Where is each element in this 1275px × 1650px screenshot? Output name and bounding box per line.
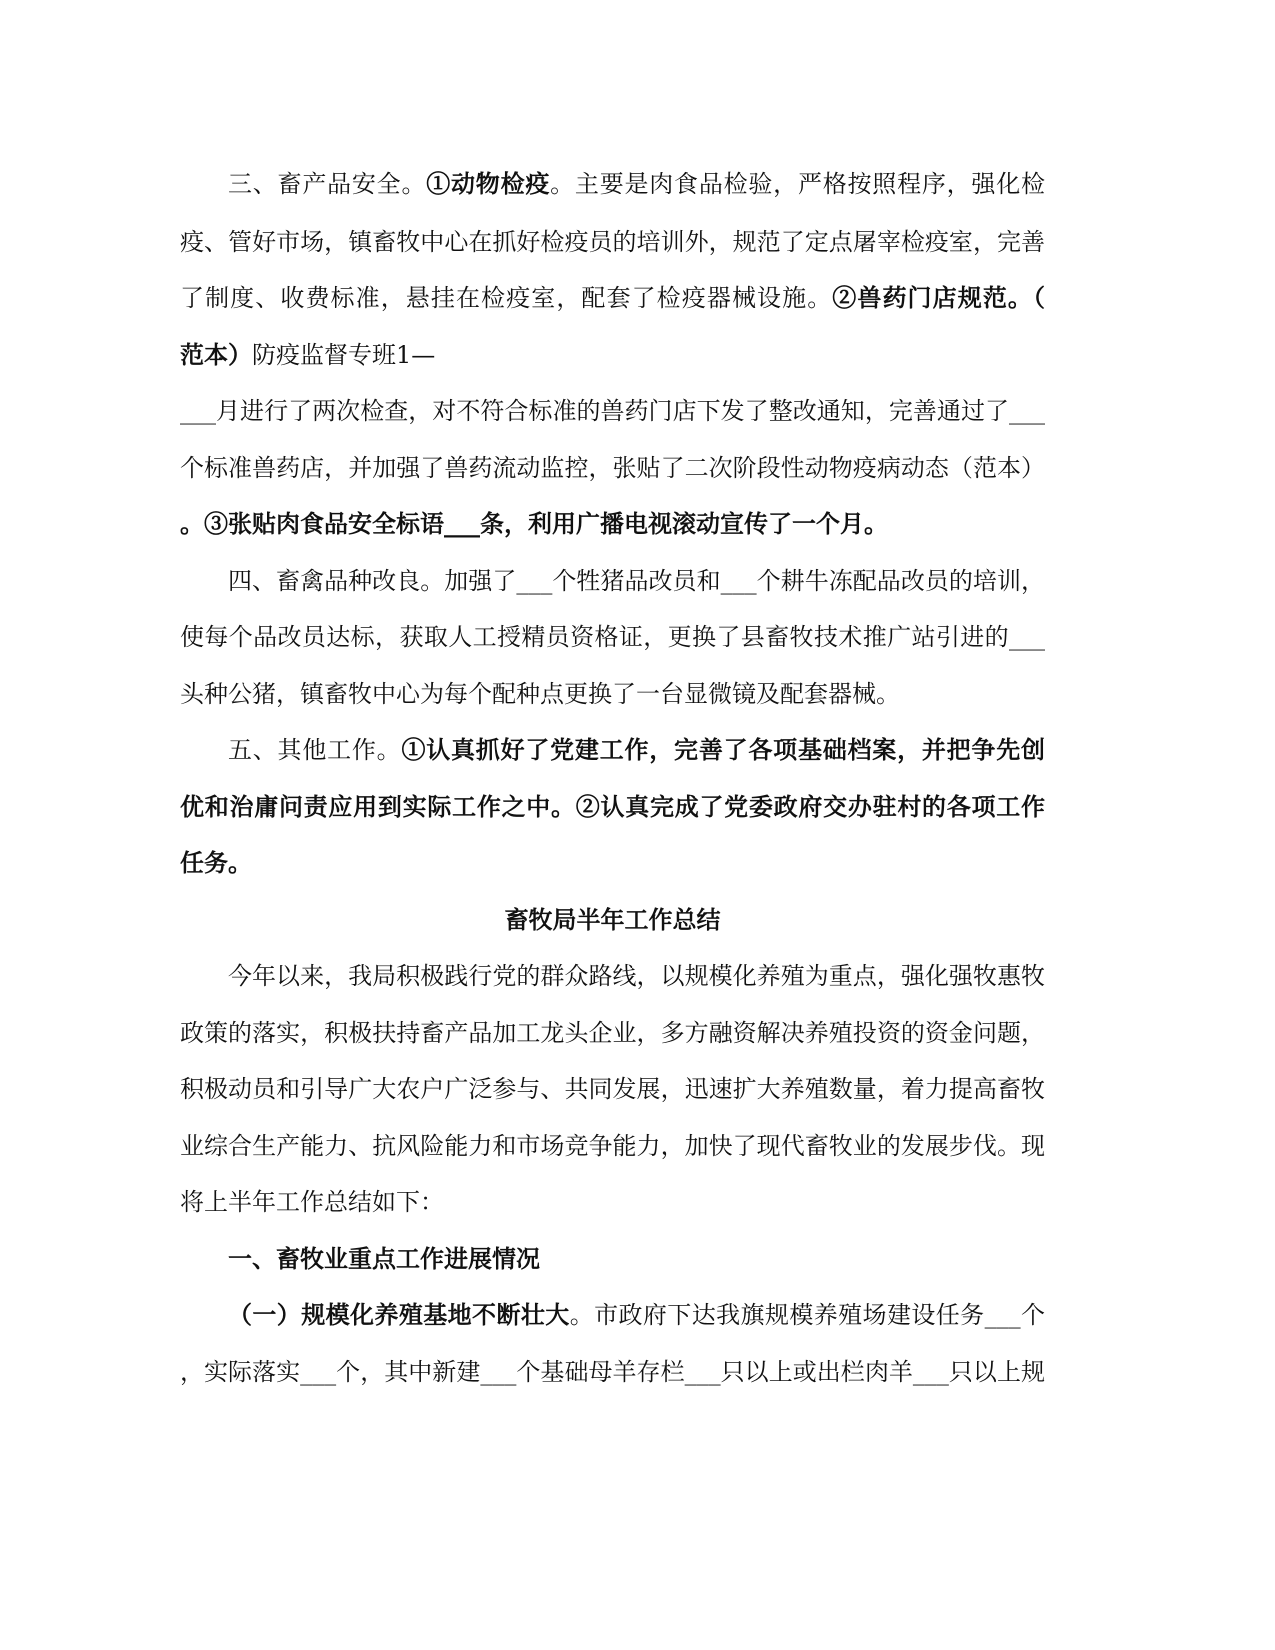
animal-quarantine-label: ①动物检疫 bbox=[426, 169, 551, 198]
intro-line-2: 政策的落实，积极扶持畜产品加工龙头企业，多方融资解决养殖投资的资金问题， bbox=[180, 1019, 1045, 1047]
sub1-line-2: ，实际落实___个，其中新建___个基础母羊存栏___只以上或出栏肉羊___只以上规 bbox=[180, 1358, 1045, 1386]
section3-line-6: 个标准兽药店，并加强了兽药流动监控，张贴了二次阶段性动物疫病动态（范本） bbox=[180, 454, 1045, 482]
section3-line-5: ___月进行了两次检查，对不符合标准的兽药门店下发了整改通知，完善通过了___ bbox=[180, 397, 1045, 425]
section3-line-1 bbox=[180, 168, 1045, 200]
section5-line-2: 优和治庸问责应用到实际工作之中。②认真完成了党委政府交办驻村的各项工作 bbox=[180, 792, 1045, 821]
intro-line-1: 今年以来，我局积极践行党的群众路线，以规模化养殖为重点，强化强牧惠牧 bbox=[228, 962, 1045, 990]
section3-text: 防疫监督专班1— bbox=[252, 341, 436, 369]
intro-line-3: 积极动员和引导广大农户广泛参与、共同发展，迅速扩大养殖数量，着力提高畜牧 bbox=[180, 1075, 1045, 1103]
section4-line-3: 头种公猪，镇畜牧中心为每个配种点更换了一台显微镜及配套器械。 bbox=[180, 680, 900, 708]
document-title: 畜牧局半年工作总结 bbox=[504, 905, 721, 934]
template-label: 范本） bbox=[180, 340, 252, 369]
section5-bold-text: ①认真抓好了党建工作，完善了各项基础档案，并把争先创 bbox=[401, 735, 1045, 764]
section3-line-7: 。③张贴肉食品安全标语___条，利用广播电视滚动宣传了一个月。 bbox=[180, 509, 888, 538]
intro-line-4: 业综合生产能力、抗风险能力和市场竞争能力，加快了现代畜牧业的发展步伐。现 bbox=[180, 1132, 1045, 1160]
section3-line-3 bbox=[180, 282, 1045, 314]
intro-line-5: 将上半年工作总结如下： bbox=[180, 1188, 444, 1216]
vet-store-label: ②兽药门店规范。（ bbox=[832, 283, 1046, 312]
heading-1: 一、畜牧业重点工作进展情况 bbox=[228, 1244, 540, 1273]
section3-text: 。主要是肉食品检验，严格按照程序，强化检 bbox=[550, 170, 1045, 198]
section4-line-2: 使每个品改员达标，获取人工授精员资格证，更换了县畜牧技术推广站引进的___ bbox=[180, 623, 1045, 651]
section4-line-1: 四、畜禽品种改良。加强了___个牲猪品改员和___个耕牛冻配品改员的培训， bbox=[228, 567, 1045, 595]
section3-line-2: 疫、管好市场，镇畜牧中心在抓好检疫员的培训外，规范了定点屠宰检疫室，完善 bbox=[180, 228, 1045, 256]
section5-line-3: 任务。 bbox=[180, 848, 252, 877]
section5-line-1 bbox=[180, 734, 1045, 766]
section3-heading: 三、畜产品安全。 bbox=[228, 170, 427, 198]
sub1-heading: （一）规模化养殖基地不断壮大 bbox=[228, 1300, 570, 1329]
sub1-text: 。市政府下达我旗规模养殖场建设任务___个 bbox=[569, 1301, 1045, 1329]
section5-heading: 五、其他工作。 bbox=[228, 736, 402, 764]
section3-text: 了制度、收费标准，悬挂在检疫室，配套了检疫器械设施。 bbox=[180, 284, 833, 312]
sub1-line-1 bbox=[180, 1299, 1045, 1331]
section3-line-4 bbox=[180, 339, 1045, 371]
